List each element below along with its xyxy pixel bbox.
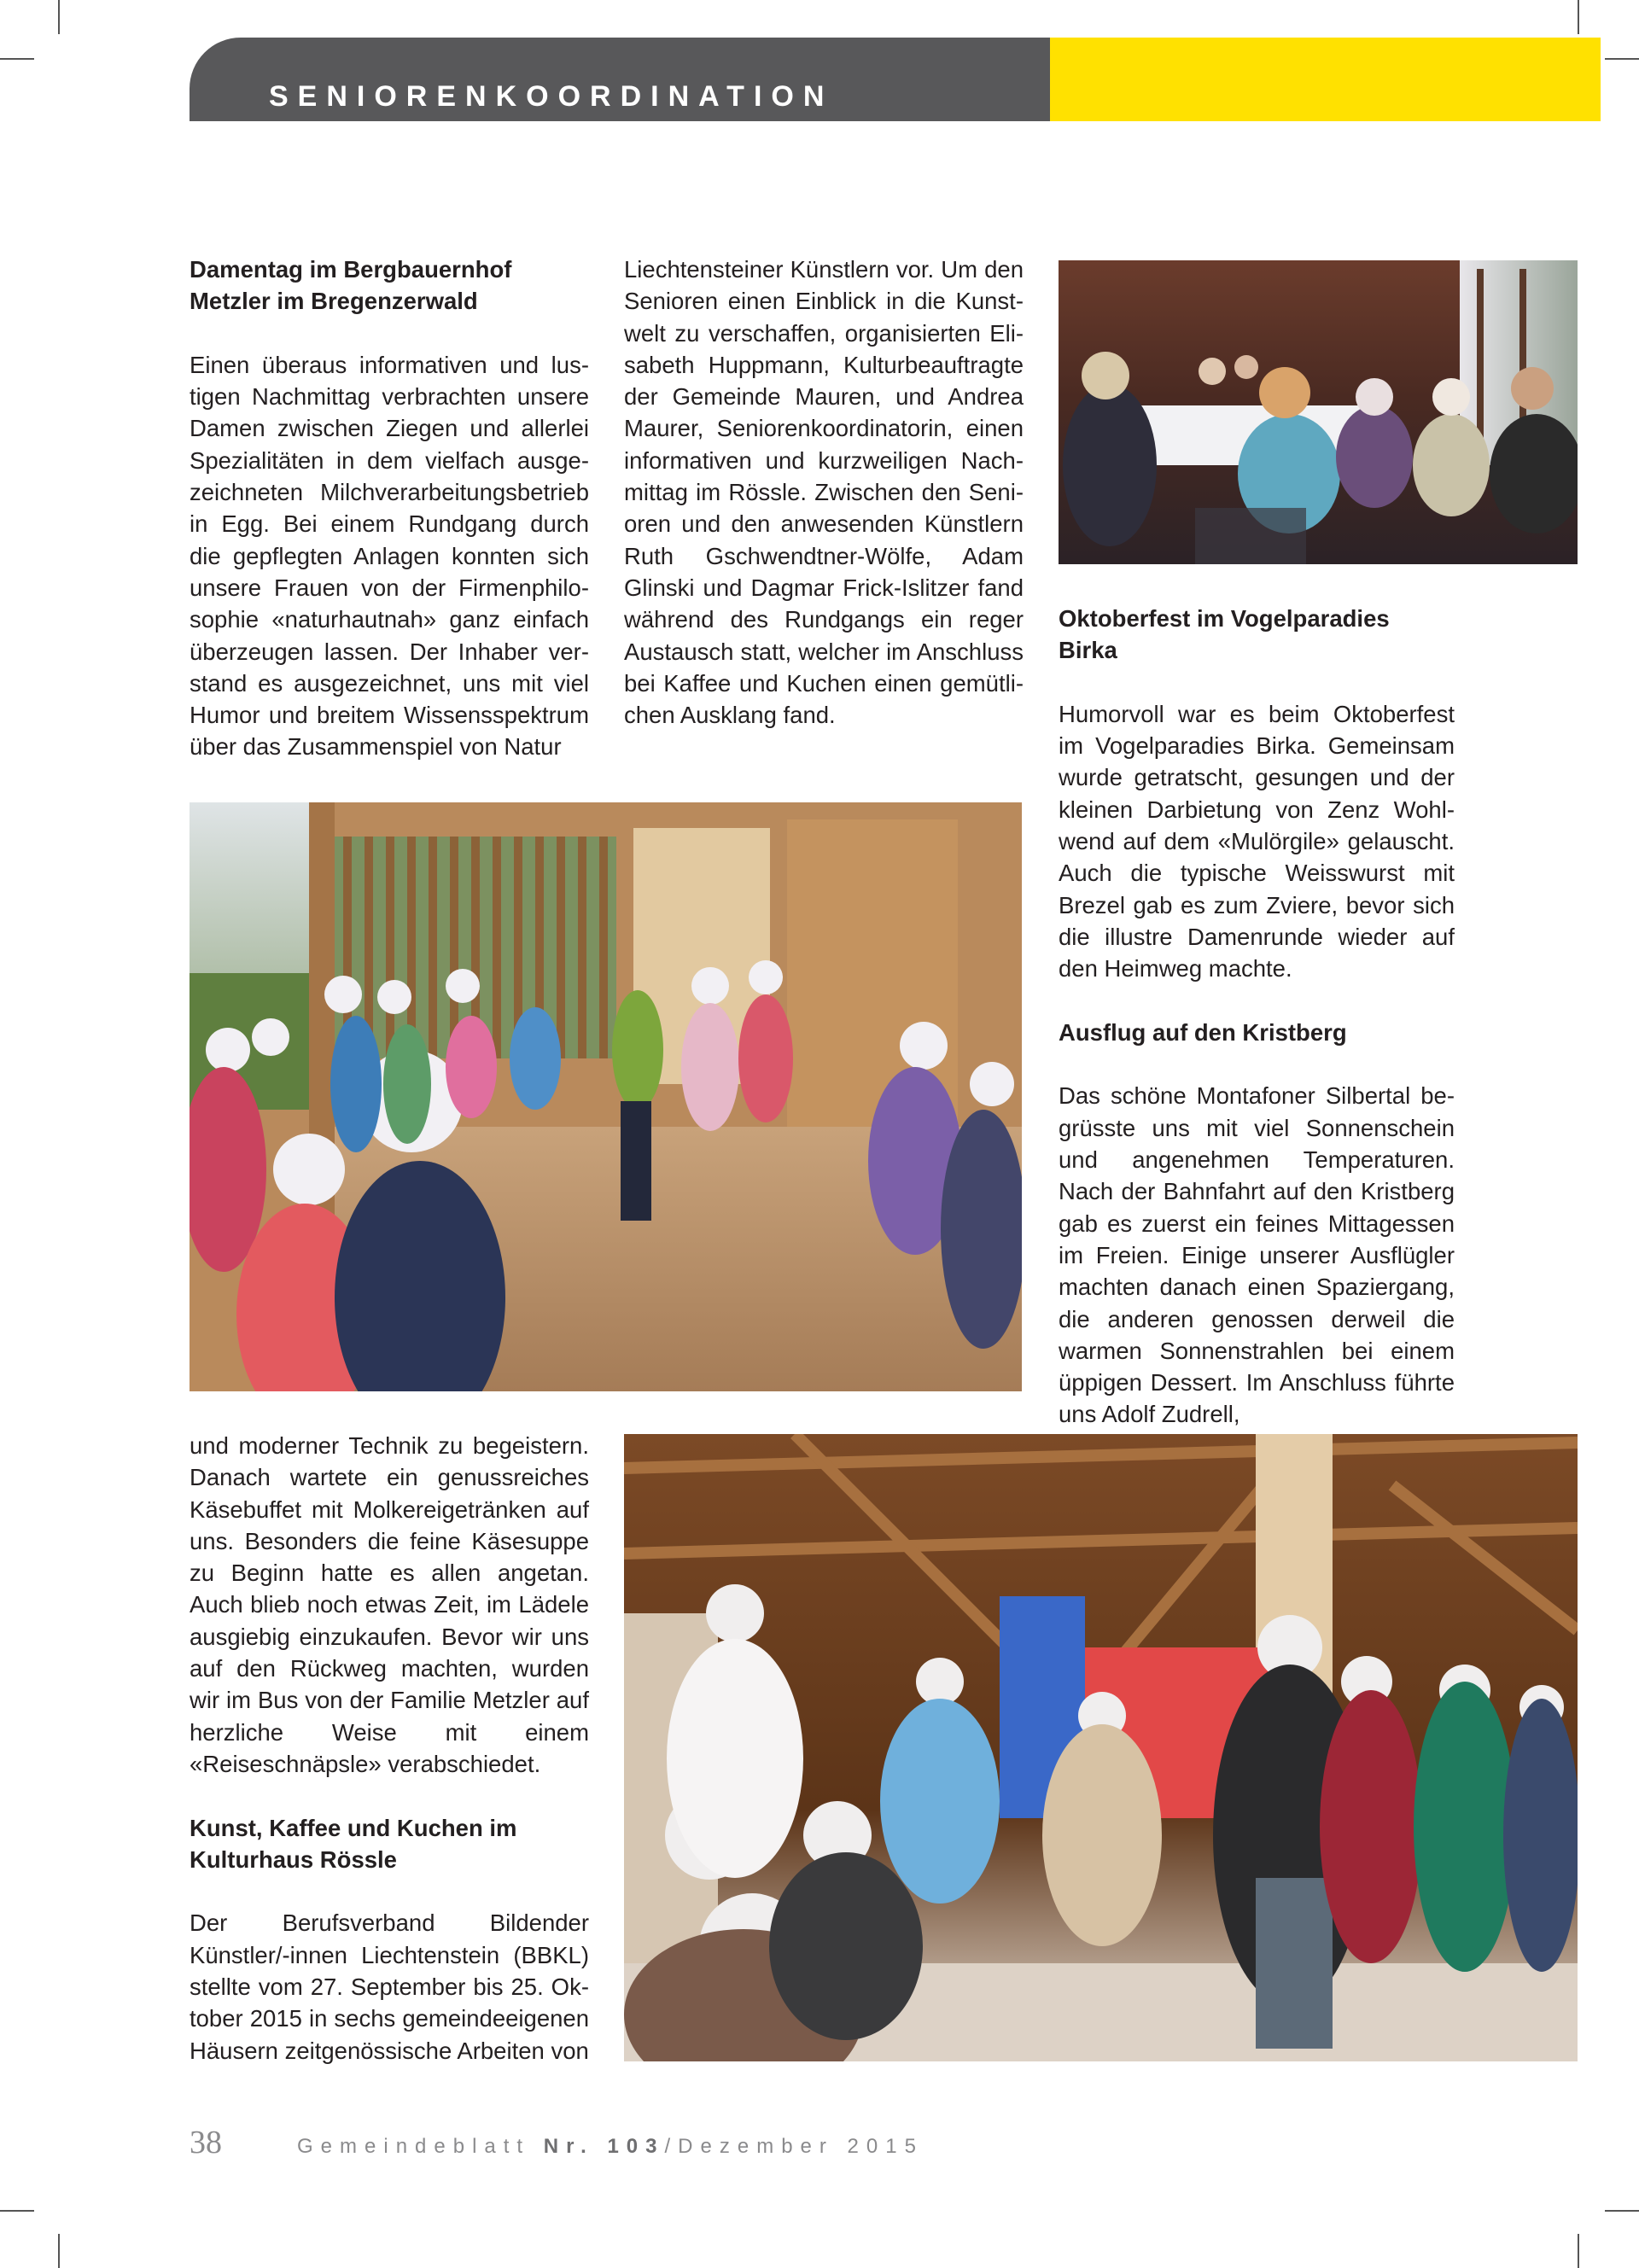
page-number: 38 [190, 2125, 222, 2160]
heading-oktoberfest: Oktoberfest im Vogelparadies Birka [1059, 605, 1390, 664]
column-1-top [190, 254, 589, 763]
paragraph-kunst: Der Berufsverband Bildender Künstler/-innen Liechtenstein (BBKL) stellte vom 27. September bis 25. Oktober 2015 in sechs gemeindeeigenen Häusern zeitgenössische Arbeiten von [190, 1909, 589, 2064]
crop-mark [58, 0, 60, 34]
paragraph-damentag: Einen überaus informativen und lustigen Nachmittag verbrachten unsere Damen zwischen Ziegen und allerlei Spezialitäten in dem vielfach ausgezeichneten Milchverarbeitungsbetrieb in Egg. Bei einem Rundgang durch die gepflegten Anlagen konnten sich unsere Frauen von der Firmenphilosophie «naturhautnah» ganz einfach überzeugen lassen. Der Inhaber verstand es ausgezeichnet, uns mit viel Humor und breitem Wissensspektrum über das Zusammenspiel von Natur [190, 351, 589, 761]
section-header-accent [1050, 38, 1601, 121]
heading-kunst: Kunst, Kaffee und Kuchen im Kulturhaus Rössle [190, 1814, 517, 1873]
publication-line [297, 2134, 924, 2160]
crop-mark [58, 2234, 60, 2268]
paragraph-damentag-continued: und moderner Technik zu begeistern. Danach wartete ein genussreiches Käsebuffet mit Molkereigetränken auf uns. Besonders die feine Käsesuppe zu Beginn hatte es allen angetan. Auch blieb noch etwas Zeit, im Lädele ausgiebig einzukaufen. Bevor wir uns auf den Rückweg machten, wurden wir im Bus von der Familie Metzler auf herzliche Weise mit einem «Reiseschnäpsle» verabschiedet. [190, 1432, 589, 1777]
heading-damentag: Damentag im Bergbauernhof Metzler im Bregenzerwald [190, 256, 512, 315]
crop-mark [0, 58, 34, 60]
crop-mark [1578, 0, 1579, 34]
paragraph-oktoberfest: Humorvoll war es beim Oktoberfest im Vogelparadies Birka. Gemeinsam wurde getratscht, gesungen und der kleinen Darbietung von Zenz Wohlwend auf dem «Mulörgile» gelauscht. Auch die typische Weisswurst mit Brezel gab es zum Zviere, bevor sich die illustre Damenrunde wieder auf den Heimweg machte. [1059, 700, 1455, 982]
crop-mark [1605, 58, 1639, 60]
photo-bergbauernhof [190, 802, 1022, 1391]
column-1-bottom [190, 1430, 589, 2067]
crop-mark [1578, 2234, 1579, 2268]
publication-name: Gemeindeblatt [297, 2135, 531, 2158]
issue-number: Nr. 103 [543, 2135, 665, 2158]
crop-mark [1605, 2210, 1639, 2212]
paragraph-kunst-continued: Liechtensteiner Künstlern vor. Um den Senioren einen Einblick in die Kunstwelt zu verschaffen, organisierten Elisabeth Huppmann, Kulturbeauftragte der Gemeinde Mauren, und Andrea Maurer, Seniorenkoordinatorin, einen informativen und kurzweiligen Nachmittag im Rössle. Zwischen den Senioren und den anwesenden Künstlern Ruth Gschwendtner-Wölfe, Adam Glinski und Dagmar Frick-Islitzer fand während des Rundgangs ein reger Austausch statt, welcher im Anschluss bei Kaffee und Kuchen einen gemütlichen Ausklang fand. [624, 256, 1024, 729]
section-title: SENIORENKOORDINATION [269, 80, 834, 113]
heading-kristberg: Ausflug auf den Kristberg [1059, 1018, 1347, 1046]
paragraph-kristberg: Das schöne Montafoner Silbertal begrüsste uns mit viel Sonnenschein und angenehmen Temperaturen. Nach der Bahnfahrt auf den Kristberg gab es zuerst ein feines Mittagessen im Freien. Einige unserer Ausflügler machten danach einen Spaziergang, die anderen genossen derweil die warmen Sonnenstrahlen bei einem üppigen Dessert. Im Anschluss führte uns Adolf Zudrell, [1059, 1082, 1455, 1428]
crop-mark [0, 2210, 34, 2212]
column-2-top [624, 254, 1024, 731]
photo-kulturhaus-roessle [624, 1434, 1578, 2061]
column-3 [1059, 603, 1455, 1431]
photo-oktoberfest [1059, 260, 1578, 564]
issue-date: /Dezember 2015 [664, 2135, 924, 2158]
